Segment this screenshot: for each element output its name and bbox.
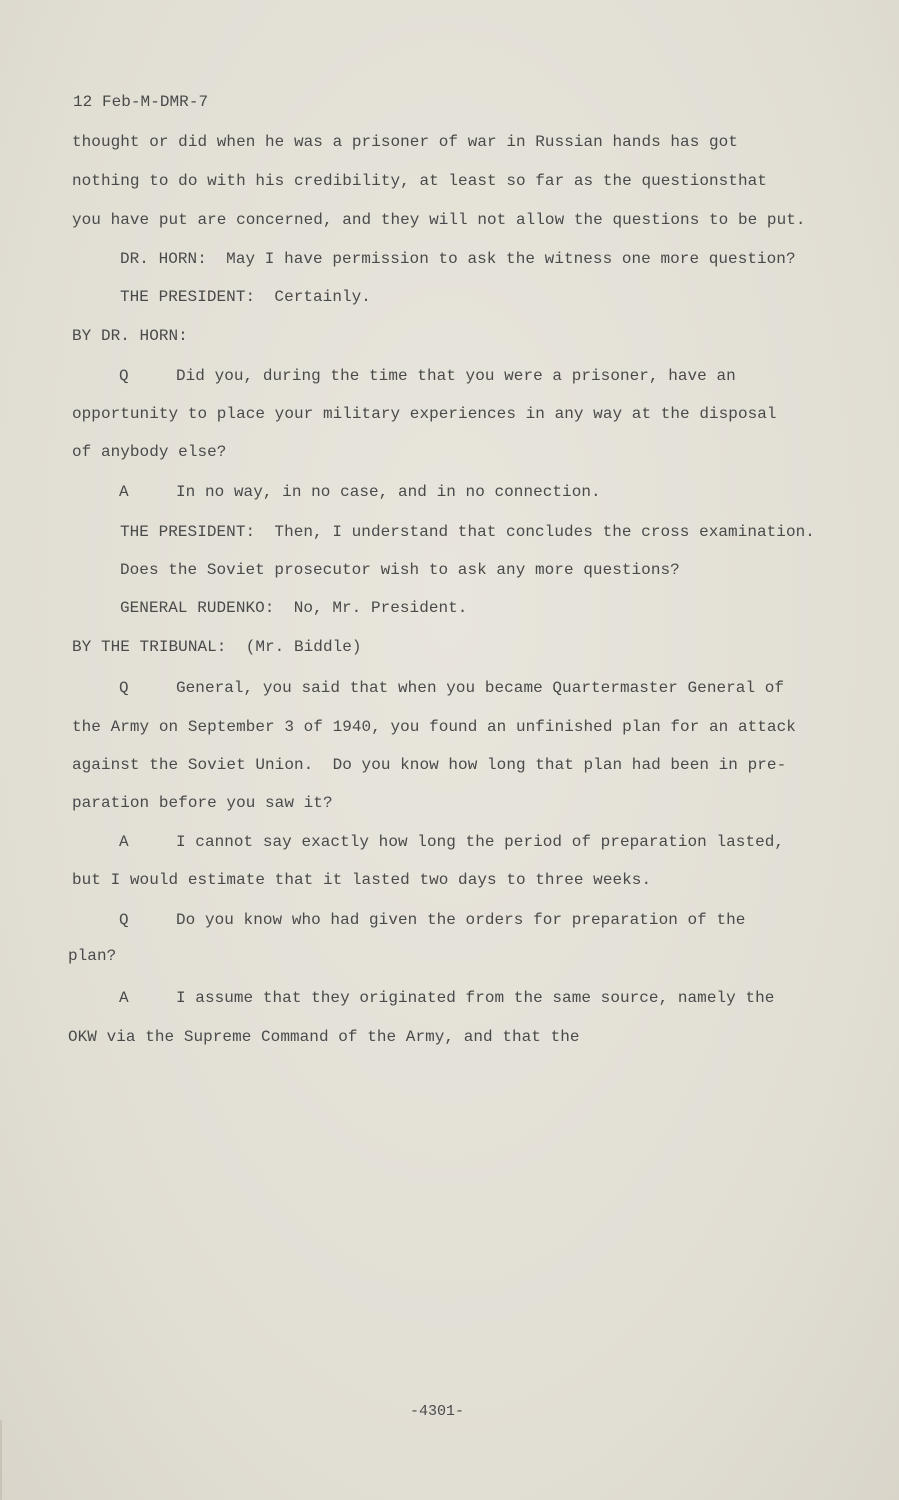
- speaker-line: THE PRESIDENT: Then, I understand that concludes the cross examination.: [120, 523, 815, 541]
- answer-text: I assume that they originated from the same source, namely the: [176, 989, 775, 1007]
- answer-text: In no way, in no case, and in no connection.: [176, 483, 601, 501]
- answer-label: A: [119, 833, 129, 851]
- text-line: opportunity to place your military experiences in any way at the disposal: [72, 405, 777, 423]
- paper-edge: [0, 1420, 2, 1500]
- speaker-line: THE PRESIDENT: Certainly.: [120, 288, 371, 306]
- question-label: Q: [119, 679, 129, 697]
- text-line: you have put are concerned, and they will not allow the questions to be put.: [72, 211, 806, 229]
- page-header: 12 Feb-M-DMR-7: [73, 93, 209, 111]
- question-label: Q: [119, 367, 129, 385]
- text-line: OKW via the Supreme Command of the Army, and that the: [68, 1028, 580, 1046]
- answer-label: A: [119, 483, 129, 501]
- speaker-line: DR. HORN: May I have permission to ask the witness one more question?: [120, 250, 796, 268]
- text-line: the Army on September 3 of 1940, you found an unfinished plan for an attack: [72, 718, 796, 736]
- page-number: -4301-: [410, 1403, 465, 1420]
- text-line: plan?: [68, 947, 117, 965]
- text-line: Does the Soviet prosecutor wish to ask any more questions?: [120, 561, 680, 579]
- text-line: against the Soviet Union. Do you know how long that plan had been in pre-: [72, 756, 787, 774]
- examination-heading: BY THE TRIBUNAL: (Mr. Biddle): [72, 638, 362, 656]
- speaker-line: GENERAL RUDENKO: No, Mr. President.: [120, 599, 468, 617]
- answer-label: A: [119, 989, 129, 1007]
- answer-text: I cannot say exactly how long the period of preparation lasted,: [176, 833, 785, 851]
- text-line: paration before you saw it?: [72, 794, 333, 812]
- question-text: Do you know who had given the orders for preparation of the: [176, 911, 746, 929]
- text-line: thought or did when he was a prisoner of war in Russian hands has got: [72, 133, 738, 151]
- question-text: General, you said that when you became Quartermaster General of: [176, 679, 785, 697]
- examination-heading: BY DR. HORN:: [72, 327, 188, 345]
- text-line: of anybody else?: [72, 443, 227, 461]
- text-line: but I would estimate that it lasted two days to three weeks.: [72, 871, 652, 889]
- text-line: nothing to do with his credibility, at least so far as the questionsthat: [72, 172, 767, 190]
- question-text: Did you, during the time that you were a prisoner, have an: [176, 367, 736, 385]
- question-label: Q: [119, 911, 129, 929]
